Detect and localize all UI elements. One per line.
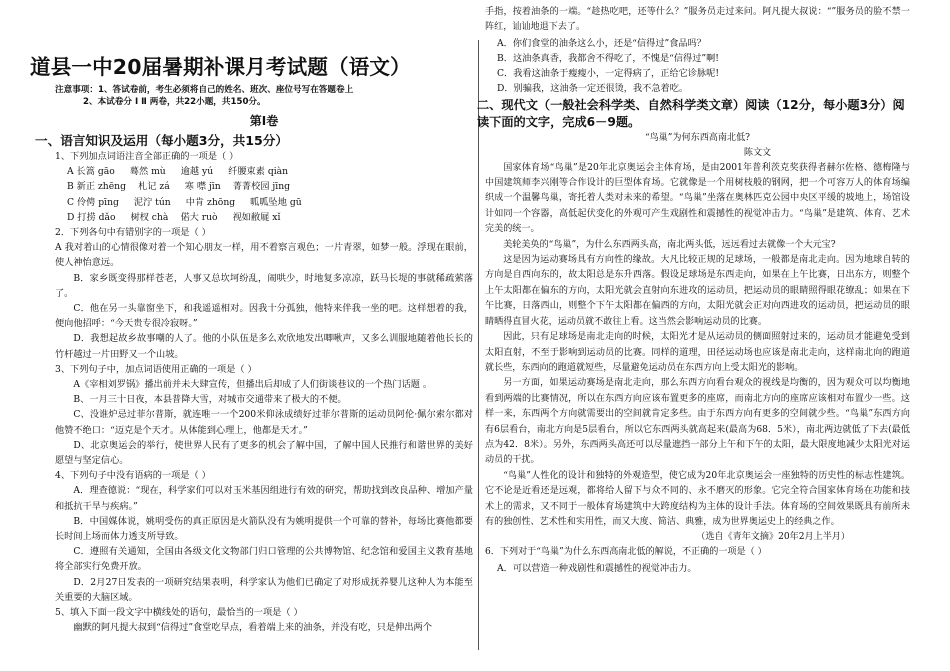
right-column	[477, 5, 910, 576]
article-title: “鸟巢”为何东西高南北低?	[644, 132, 751, 143]
q3-option-a: A《宰相刘罗锅》播出前并未大肆宣传，但播出后却成了人们街谈巷议的一个热门话题 。	[73, 379, 433, 391]
q2-stem: 2．下列各句中有错别字的一项是（ ）	[55, 227, 211, 239]
article-author: 陈文文	[743, 147, 772, 158]
q5-option-a: A．你们食堂的油条这么小，还是“信得过”食品吗？	[497, 37, 706, 49]
q4-option-c: C．遵照有关通知，全国由各级文化文物部门归口管理的公共博物馆、纪念馆和爱国主义教育基地将全部实行免费开放。	[55, 546, 473, 573]
q2-option-c: C．他在另一头靠窗坐下，和我遥遥相对。因我十分孤独，他特来伴我一坐的吧。这样想着的我，便向他招呼：“今天贵专很冷寂呀。”	[55, 303, 473, 330]
q5-option-b: B．这油条真香，我都舍不得吃了，不愧是“信得过”啊!	[497, 53, 719, 65]
q1-option-b: B 新正 zhēng 札记 zá 寒 噤 jīn 菁菁校园 jīng	[67, 181, 290, 193]
q1-option-d: D 打捞 dǎo 树杈 chà 偌大 ruò 视如敝屣 xǐ	[67, 211, 281, 223]
article-source: （选自《青年文摘》20年2月上半月）	[696, 532, 850, 543]
q3-option-b: B、一月三十日夜，本县普降大雪，对城市交通带来了极大的不便。	[73, 394, 347, 406]
section-2-heading: 二、现代文（一般社会科学类、自然科学类文章）阅读（12分，每小题3分）阅读下面的文字，完成6－9题。	[477, 97, 905, 129]
q6-stem: 6．下列对于“鸟巢”为什么东西高南北低的解说，不正确的一项是（ ）	[485, 547, 767, 558]
q5-stem: 5、填入下面一段文字中横线处的语句，最恰当的一项是（ ）	[55, 607, 303, 619]
q3-option-d: D、北京奥运会的举行，使世界人民有了更多的机会了解中国，了解中国人民推行和谐世界的美好愿望与坚定信心。	[55, 439, 473, 467]
q5-continued: 手指，按着油条的一端。“趁热吃吧，还等什么？”服务员走过来问。阿凡提大叔说：“”服务员的脸不禁一阵红，讪讪地退下去了。	[485, 7, 910, 33]
q4-option-b: B．中国媒体说，姚明受伤的真正原因是火箭队没有为姚明提供一个可靠的替补，每场比赛他都要长时间上场而体力透支所导致。	[55, 515, 473, 543]
notice-line-1: 注意事项：1、答试卷前，考生必须将自己的姓名、班次、座位号写在答题卷上	[55, 85, 354, 95]
q1-option-c: C 伶俜 pīng 泥泞 tún 中肯 zhōng 呱呱坠地 gū	[67, 196, 302, 208]
q5-body: 幽默的阿凡提大叔到“信得过”食堂吃早点，看着端上来的油条，并没有吃，只是伸出两个	[73, 622, 432, 634]
article-paragraph: 另一方面，如果运动赛场是南北走向，那么东西方向看台观众的视线是均衡的，因为观众可以均衡地看到两端的比赛情况，所以在东西方向应该布置更多的座席，而南北方向的座席应该相对布置少一些。这样一来，东西两个方向就需要出的空间就肯定多些。由于东西方向有更多的空间就少些。“鸟巢”东西方向有6层看台，南北方向是5层看台，所以它东西两头就高起来(最高为68．5米），南北两边就低了下去(最低点为42．8米）。另外，东西两头高还可以尽量遮挡一部分上午和下午的太阳，最大限度地减少太阳光对运动员的干扰。	[485, 378, 910, 466]
volume-heading: 第Ⅰ卷	[249, 114, 279, 128]
q2-option-a: A 我对着山的心情很像对着一个知心朋友一样，用不着察言观色；一片青翠，如梦一般。浮现在眼前，使人神怡意远。	[55, 242, 473, 269]
q6-option-a: A．可以营造一种戏剧性和震撼性的视觉冲击力。	[497, 562, 697, 574]
q1-stem: 1、下列加点词语注音全部正确的一项是（ ）	[55, 151, 239, 162]
q5-option-d: D．别骗我，这油条一定还很烫，我不急着吃。	[497, 83, 689, 95]
exam-title: 道县一中20届暑期补课月考试题（语文）	[30, 55, 411, 79]
article-paragraph: 因此，只有足球场是南北走向的时候，太阳光才是从运动员的侧面照射过来的，运动员才能避免受到太阳直射，不至于影响到运动员的比赛。同样的道理，田径运动场也应该是南北走向，这样南北向的跑道就长些，东西向的跑道就短些，尽量避免运动员在东西方向上受太阳光的影响。	[485, 332, 910, 373]
q2-option-b: B．家乡既变得那样苍老，人事又总坎坷纷乱，闹哄少，时地复多凉凉，跃马长堤的事就稀疏萦落了。	[55, 272, 473, 299]
article-paragraph: 这是因为运动赛场具有方向性的缘故。大凡比较正规的足球场，一般都是南北走向。因为地球自转的方向是自西向东的，故太阳总是东升西落。假设足球场是东西走向，如果在上午比赛，日出东方，则整个上午太阳都在偏东的方向，太阳光就会直射向东进攻的运动员，把运动员的眼睛照得眼花缭乱；如果在下午比赛，日落西山，则整个下午太阳都在偏西的方向，太阳光就会正对向西进攻的运动员，把运动员的眼睛晒得直冒火花，运动员就不敢往上看。这当然会影响运动员的比赛。	[485, 255, 910, 327]
article-paragraph: 美轮美奂的“鸟巢”，为什么东西两头高，南北两头低，远远看过去就像一个大元宝?	[503, 239, 836, 250]
article-paragraph: 国家体育场“鸟巢”是20年北京奥运会主体育场，是由2001年普利茨克奖获得者赫尔佐格、德梅隆与中国建筑师李兴刚等合作设计的巨型体育场。它就像是一个用树枝般的钢网，把一个可容万人的体育场编织成一个温馨鸟巢，寄托着人类对未来的希望。“鸟巢”坐落在奥林匹克公园中央区平缓的坡地上，场馆设计如同一个容器，高低起伏变化的外观可产生戏剧性和震撼性的视觉冲击力。“鸟巢”是建筑、体育、艺术完美的统一。	[485, 162, 910, 235]
q1-option-a: A 长篙 gāo 蓦然 mù 逾越 yú 纤腰束素 qiàn	[67, 166, 289, 178]
q2-option-d: D．我想起故乡故事嘲的人了。他的小队伍是多么欢欣地发出唧啾声，又多么训服地随着他长长的竹杆越过一片田野又一个山坡。	[55, 333, 473, 360]
q4-option-d: D．2月27日发表的一项研究结果表明，科学家认为他们已确定了对形成抚养婴儿这种人为本能至关重要的大脑区域。	[55, 576, 473, 603]
q4-option-a: A．理查德说：“现在，科学家们可以对玉米基因组进行有效的研究，帮助找到改良品种、增加产量和抵抗干旱与疾病。”	[55, 485, 473, 512]
article-paragraph: “鸟巢”人性化的设计和独特的外观造型，使它成为20年北京奥运会一座独特的历史性的标志性建筑。它不论是近看还是远观，都将给人留下与众不同的、永不磨灭的形象。它完全符合国家体育场在功能和技术上的需求，又不同于一般体育场建筑中大跨度结构为主体的设计手法。体育场的空间效果既具有前所未有的独创性、艺术性和实用性，而又大度、简洁、典雅，成为世界奥运史上的经典之作。	[485, 470, 910, 527]
notice-line-2: 2、本试卷分 Ⅰ Ⅱ 两卷，共22小题，共150分。	[83, 97, 266, 107]
exam-notice	[55, 84, 473, 108]
section-1-heading: 一、语言知识及运用（每小题3分，共15分）	[35, 133, 288, 148]
column-divider	[478, 40, 479, 650]
q4-stem: 4、下列句子中没有语病的一项是（ ）	[55, 470, 211, 482]
q3-option-c: C、没谁炉忌过菲尔普斯，就连唯一一个200米仰泳成绩好过菲尔普斯的运动员阿伦·佩尔索尔都对他赞不绝口：“迈克是个天才。从体能到心理上，他都是天才。”	[55, 409, 473, 436]
q3-stem: 3、下列句子中，加点词语使用正确的一项是（ ）	[55, 363, 257, 375]
q5-option-c: C．我看这油条于瘦瘦小，一定得病了，正给它诊脉呢!	[497, 68, 720, 80]
left-column	[30, 50, 473, 636]
